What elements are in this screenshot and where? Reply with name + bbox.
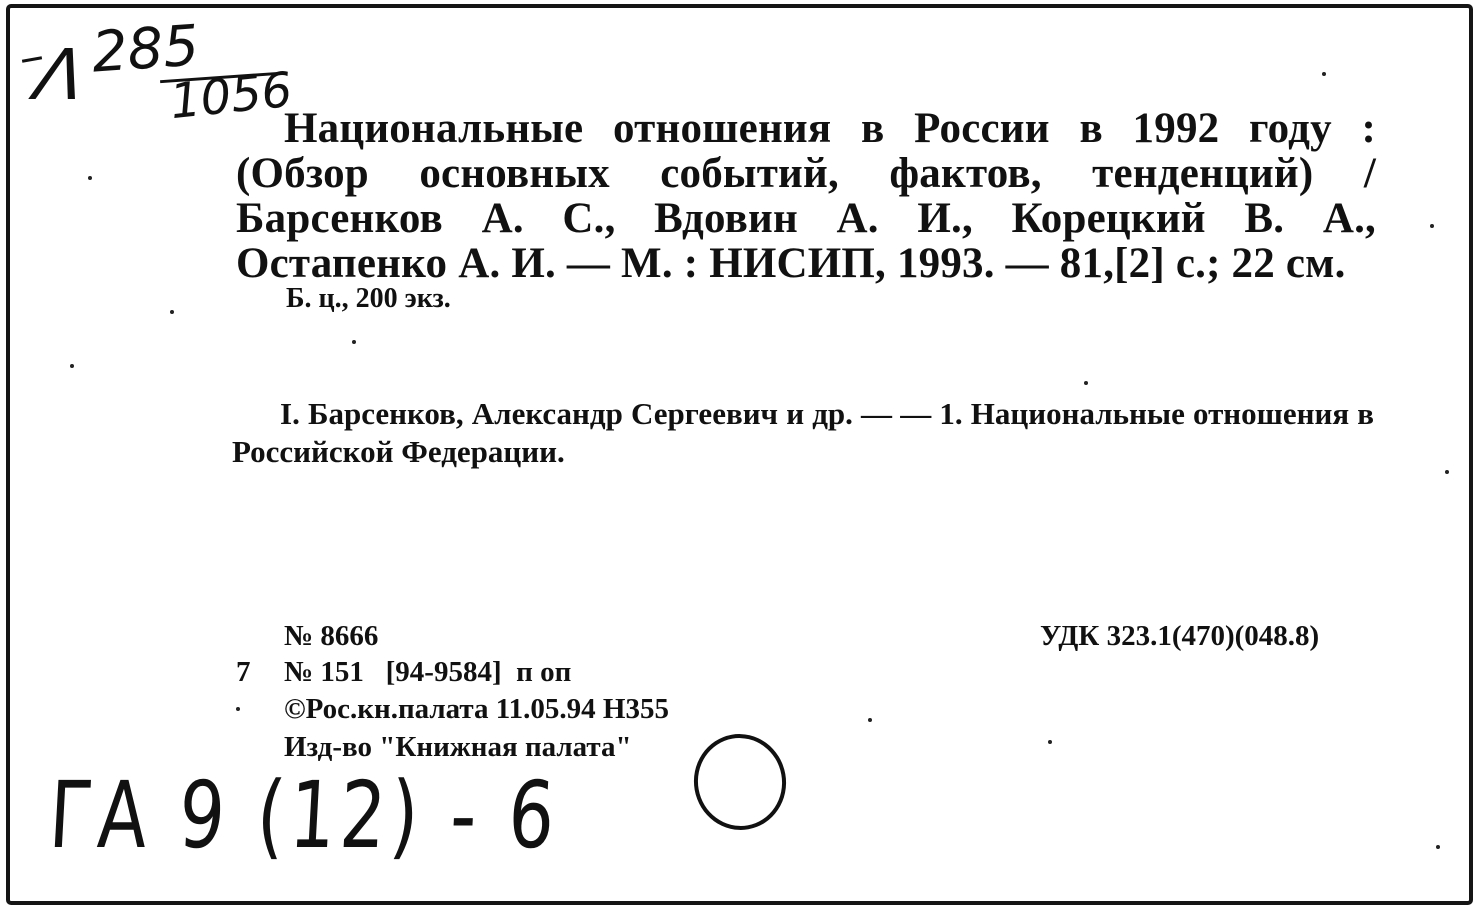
shelf-mark-prefix: Λ (30, 34, 90, 116)
speck (1436, 845, 1440, 849)
shelf-mark-bottom: 1056 (167, 61, 295, 131)
speck (170, 310, 174, 314)
speck (352, 340, 356, 344)
card-number: № 8666 (284, 620, 379, 652)
tracing-text: I. Барсенков, Александр Сергеевич и др. — — 1. Национальные отношения в Российской Федерации. (232, 396, 1374, 469)
speck (1430, 224, 1434, 228)
speck (236, 707, 240, 711)
handwritten-code: ГА 9 (12) - 6 (46, 762, 562, 869)
speck (1048, 740, 1052, 744)
series-digit: 7 (236, 656, 251, 688)
description-text: Национальные отношения в России в 1992 году : (Обзор основных событий, фактов, тенденций) / Барсенков А. С., Вдовин А. И., Корецкий В. А., Остапенко А. И. — М. : НИСИП, 1993. — 81,[2] с.; 22 см. (236, 105, 1376, 287)
speck (88, 176, 92, 180)
speck (70, 364, 74, 368)
speck (868, 718, 872, 722)
record-number: № 151 [94-9584] п оп (284, 656, 572, 688)
speck (1322, 72, 1326, 76)
speck (1084, 381, 1088, 385)
bibliographic-description (236, 106, 1376, 286)
tracing (232, 395, 1374, 471)
speck (1445, 470, 1449, 474)
price-run: Б. ц., 200 экз. (286, 283, 451, 314)
udk-code: УДК 323.1(470)(048.8) (1040, 620, 1320, 652)
copyright-line: ©Рос.кн.палата 11.05.94 Н355 (284, 693, 669, 725)
shelf-mark-top: 285 (89, 13, 201, 86)
publisher-line: Изд-во "Книжная палата" (284, 731, 632, 763)
